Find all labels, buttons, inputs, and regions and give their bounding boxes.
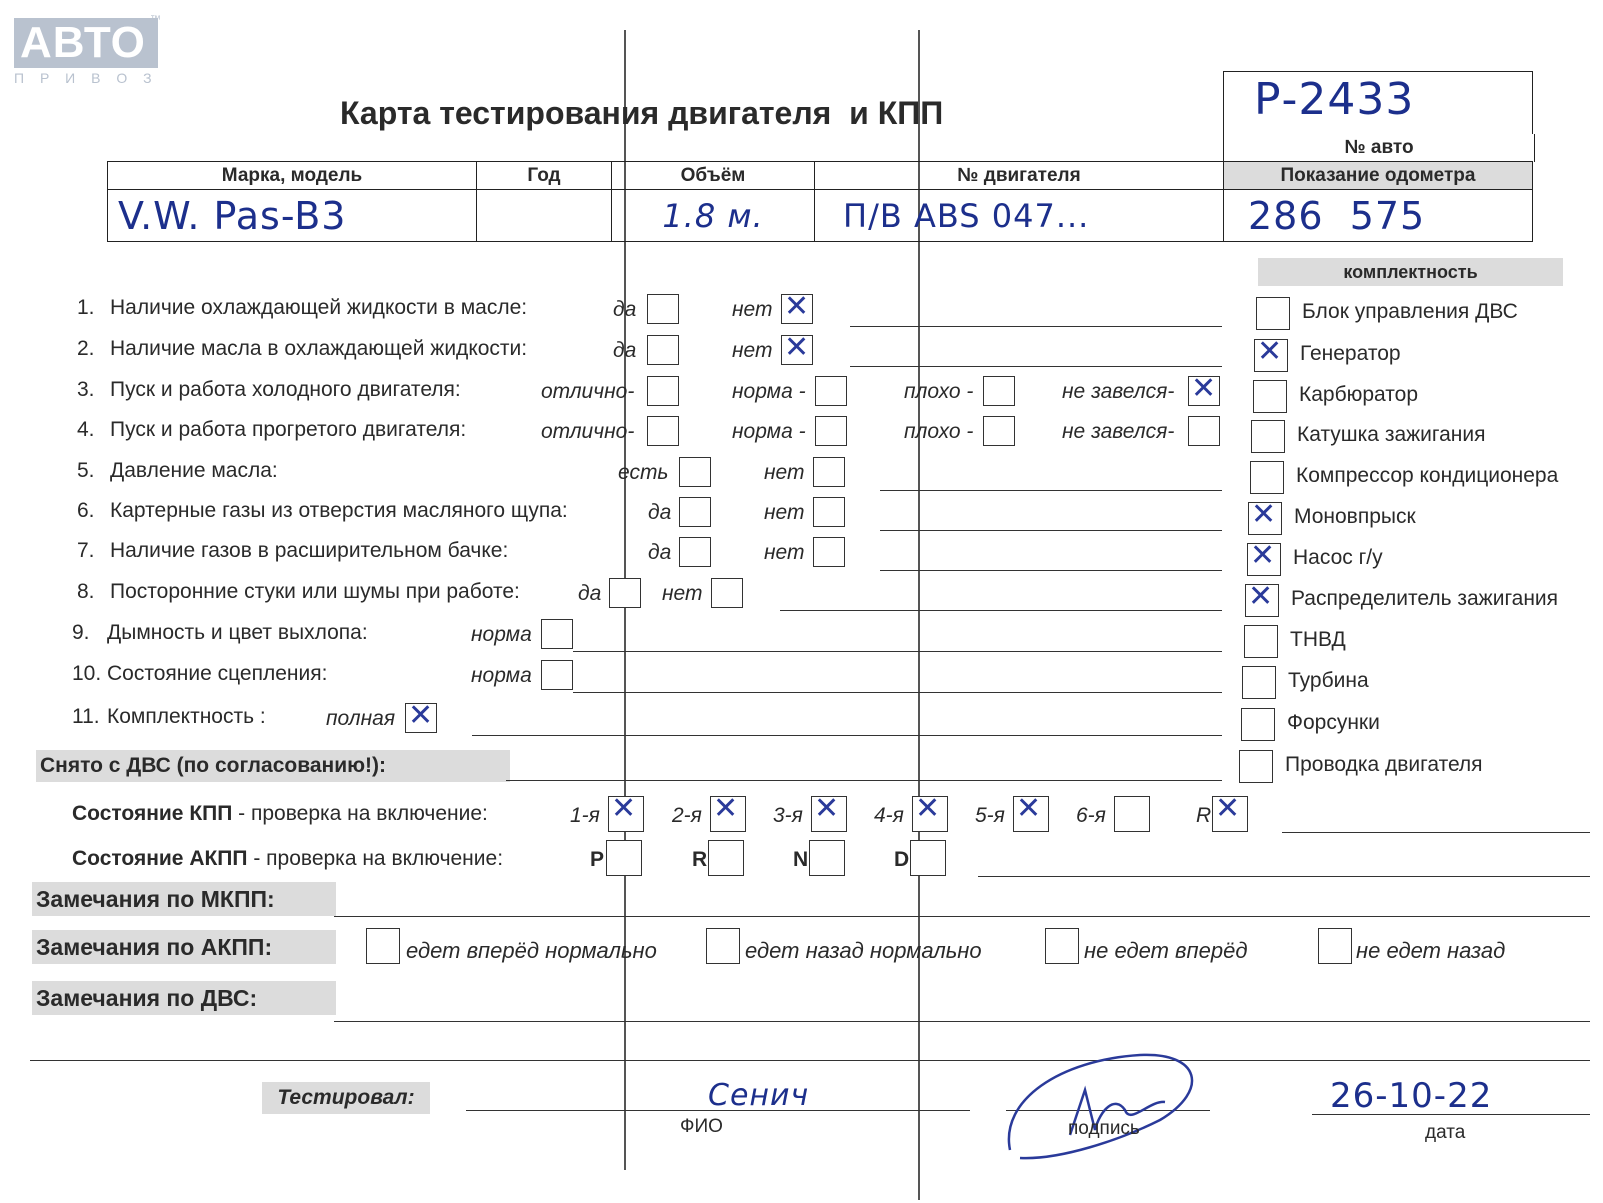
q4-normal-label: норма -	[732, 420, 806, 443]
q2-no-checkbox[interactable]	[781, 335, 813, 365]
q1-no-label: нет	[732, 298, 773, 321]
q4-text: Пуск и работа прогретого двигателя:	[110, 418, 467, 441]
q5-num: 5.	[77, 459, 95, 482]
akpp-no-back-label: не едет назад	[1356, 938, 1506, 963]
akpp-gear-checkbox[interactable]	[910, 840, 946, 876]
komplekt-item-label: Форсунки	[1287, 711, 1380, 734]
kpp-gear-label: 5-я	[975, 804, 1005, 827]
q4-bad-label: плохо -	[904, 420, 974, 443]
kpp-gear-checkbox[interactable]	[1212, 796, 1248, 832]
q3-nostart-label: не завелся-	[1062, 380, 1175, 403]
vehicle-header-table	[107, 161, 1533, 242]
akpp-label	[72, 847, 503, 871]
kpp-gear-label: 3-я	[773, 804, 803, 827]
q2-no-label: нет	[732, 339, 773, 362]
q9-line	[573, 651, 1222, 652]
q7-text: Наличие газов в расширительном бачке:	[110, 539, 509, 562]
q2-num: 2.	[77, 337, 95, 360]
q8-no-label: нет	[662, 582, 703, 605]
komplekt-checkbox[interactable]	[1241, 708, 1275, 741]
q1-line	[850, 326, 1222, 327]
logo-tm: ™	[150, 14, 161, 26]
signature	[1000, 1040, 1220, 1170]
komplekt-title: комплектность	[1258, 258, 1563, 286]
komplekt-item-label: Катушка зажигания	[1297, 423, 1486, 446]
tested-label: Тестировал:	[262, 1082, 430, 1114]
kpp-gear-label: 4-я	[874, 804, 904, 827]
kpp-gear-checkbox[interactable]	[1013, 796, 1049, 832]
q10-normal-checkbox[interactable]	[541, 660, 573, 690]
kpp-gear-label: R	[1196, 804, 1212, 827]
q3-num: 3.	[77, 378, 95, 401]
dvs-notes-line-1	[334, 1021, 1590, 1022]
q10-num: 10.	[72, 662, 102, 685]
kpp-label	[72, 802, 488, 826]
q8-no-checkbox[interactable]	[711, 578, 743, 608]
value-volume: 1.8 м.	[612, 190, 815, 242]
q7-no-label: нет	[764, 541, 805, 564]
komplekt-item-label: ТНВД	[1290, 628, 1346, 651]
kpp-gear-checkbox[interactable]	[608, 796, 644, 832]
akpp-gear-checkbox[interactable]	[809, 840, 845, 876]
q7-num: 7.	[77, 539, 95, 562]
akpp-label-bold: Состояние АКПП	[72, 847, 248, 870]
sign-caption: подпись	[1068, 1118, 1140, 1139]
q11-line	[472, 735, 1222, 736]
akpp-gear-label: P	[590, 848, 605, 871]
komplekt-checkbox[interactable]	[1247, 543, 1281, 576]
kpp-line	[1282, 832, 1590, 833]
col-odometer: Показание одометра	[1224, 162, 1533, 190]
komplekt-checkbox[interactable]	[1245, 584, 1279, 617]
value-engine-no: П/В ABS 047...	[815, 190, 1224, 242]
q8-text: Посторонние стуки или шумы при работе:	[110, 580, 520, 603]
q3-excellent-checkbox[interactable]	[647, 376, 679, 406]
q3-bad-label: плохо -	[904, 380, 974, 403]
akpp-no-forward-label: не едет вперёд	[1084, 938, 1248, 963]
akpp-gear-label: R	[692, 848, 708, 871]
komplekt-item-label: Компрессор кондиционера	[1296, 464, 1559, 487]
q2-line	[850, 366, 1222, 367]
akpp-label-rest: - проверка на включение:	[247, 847, 504, 870]
akpp-gear-label: D	[894, 848, 910, 871]
komplekt-item-label: Насос г/у	[1293, 546, 1383, 569]
q4-excellent-checkbox[interactable]	[647, 416, 679, 446]
akpp-back-ok-label: едет назад нормально	[745, 938, 982, 963]
akpp-gear-label: N	[793, 848, 809, 871]
q10-line	[573, 692, 1222, 693]
komplekt-checkbox[interactable]	[1251, 420, 1285, 453]
mkpp-notes-line	[334, 916, 1590, 917]
q6-line	[880, 530, 1222, 531]
q9-num: 9.	[72, 621, 90, 644]
auto-number-box	[1223, 71, 1533, 134]
q6-yes-label: да	[648, 501, 672, 524]
value-odometer: 286 575	[1224, 190, 1533, 242]
auto-number-value: Р-2433	[1254, 74, 1415, 125]
q7-yes-label: да	[648, 541, 672, 564]
komplekt-item-label: Карбюратор	[1299, 383, 1419, 406]
kpp-gear-label: 2-я	[672, 804, 702, 827]
q9-normal-checkbox[interactable]	[541, 619, 573, 649]
komplekt-item-label: Распределитель зажигания	[1291, 587, 1559, 610]
col-engine-no: № двигателя	[815, 162, 1224, 190]
kpp-gear-label: 1-я	[570, 804, 600, 827]
q6-text: Картерные газы из отверстия масляного щупа:	[110, 499, 568, 522]
q7-line	[880, 570, 1222, 571]
kpp-gear-checkbox[interactable]	[1114, 796, 1150, 832]
q3-normal-label: норма -	[732, 380, 806, 403]
auto-number-label: № авто	[1223, 134, 1535, 162]
q4-excellent-label: отлично-	[541, 420, 635, 443]
q7-yes-checkbox[interactable]	[679, 537, 711, 567]
q6-no-label: нет	[764, 501, 805, 524]
q5-yes-checkbox[interactable]	[679, 457, 711, 487]
akpp-gear-checkbox[interactable]	[606, 840, 642, 876]
kpp-label-rest: - проверка на включение:	[232, 802, 488, 825]
value-model: V.W. Pas-B3	[108, 190, 477, 242]
akpp-notes-label: Замечания по АКПП:	[32, 930, 336, 964]
komplekt-checkbox[interactable]	[1250, 461, 1284, 494]
dvs-notes-line-2	[30, 1060, 1590, 1061]
col-model: Марка, модель	[108, 162, 477, 190]
q5-yes-label: есть	[618, 461, 669, 484]
kpp-gear-label: 6-я	[1076, 804, 1106, 827]
date-caption: дата	[1425, 1122, 1466, 1143]
akpp-no-back-checkbox[interactable]	[1318, 928, 1352, 964]
q3-nostart-checkbox[interactable]	[1188, 376, 1220, 406]
komplekt-item-label: Блок управления ДВС	[1302, 300, 1518, 323]
q8-yes-label: да	[578, 582, 602, 605]
test-date: 26-10-22	[1330, 1076, 1493, 1116]
removed-from-dvs-label: Снято с ДВС (по согласованию!):	[36, 750, 510, 782]
q3-normal-checkbox[interactable]	[815, 376, 847, 406]
komplekt-item-label: Турбина	[1288, 669, 1369, 692]
akpp-line	[978, 876, 1590, 877]
q2-text: Наличие масла в охлаждающей жидкости:	[110, 337, 528, 360]
q11-text: Комплектность :	[107, 705, 266, 728]
kpp-gear-checkbox[interactable]	[811, 796, 847, 832]
q11-full-checkbox[interactable]	[405, 703, 437, 733]
q8-num: 8.	[77, 580, 95, 603]
q4-nostart-label: не завелся-	[1062, 420, 1175, 443]
q9-normal-label: норма	[471, 623, 532, 646]
q2-yes-checkbox[interactable]	[647, 335, 679, 365]
q4-num: 4.	[77, 418, 95, 441]
q2-yes-label: да	[613, 339, 637, 362]
komplekt-checkbox[interactable]	[1254, 339, 1288, 372]
komplekt-checkbox[interactable]	[1239, 750, 1273, 783]
q3-excellent-label: отлично-	[541, 380, 635, 403]
logo-text: АВТО	[14, 18, 158, 68]
komplekt-item-label: Моновпрыск	[1294, 505, 1416, 528]
komplekt-checkbox[interactable]	[1248, 502, 1282, 535]
q1-no-checkbox[interactable]	[781, 294, 813, 324]
q9-text: Дымность и цвет выхлопа:	[107, 621, 368, 644]
kpp-gear-checkbox[interactable]	[912, 796, 948, 832]
q4-normal-checkbox[interactable]	[815, 416, 847, 446]
logo	[14, 18, 158, 86]
q11-full-label: полная	[326, 707, 396, 730]
q7-no-checkbox[interactable]	[813, 537, 845, 567]
q10-text: Состояние сцепления:	[107, 662, 328, 685]
q8-yes-checkbox[interactable]	[609, 578, 641, 608]
q5-line	[880, 490, 1222, 491]
komplekt-item-label: Проводка двигателя	[1285, 753, 1483, 776]
q8-line	[780, 610, 1222, 611]
q5-text: Давление масла:	[110, 459, 278, 482]
q6-yes-checkbox[interactable]	[679, 497, 711, 527]
komplekt-checkbox[interactable]	[1256, 297, 1290, 330]
akpp-forward-ok-label: едет вперёд нормально	[406, 938, 657, 963]
value-year	[477, 190, 612, 242]
removed-line	[506, 780, 1222, 781]
q4-nostart-checkbox[interactable]	[1188, 416, 1220, 446]
akpp-back-ok-checkbox[interactable]	[706, 928, 740, 964]
q1-yes-label: да	[613, 298, 637, 321]
tester-name: Сенич	[708, 1078, 810, 1113]
q6-no-checkbox[interactable]	[813, 497, 845, 527]
q6-num: 6.	[77, 499, 95, 522]
q5-no-label: нет	[764, 461, 805, 484]
col-year: Год	[477, 162, 612, 190]
kpp-label-bold: Состояние КПП	[72, 802, 233, 825]
kpp-gear-checkbox[interactable]	[710, 796, 746, 832]
komplekt-item-label: Генератор	[1300, 342, 1401, 365]
komplekt-checkbox[interactable]	[1242, 666, 1276, 699]
q10-normal-label: норма	[471, 664, 532, 687]
akpp-gear-checkbox[interactable]	[708, 840, 744, 876]
mkpp-notes-label: Замечания по МКПП:	[32, 882, 336, 916]
q3-bad-checkbox[interactable]	[983, 376, 1015, 406]
q3-text: Пуск и работа холодного двигателя:	[110, 378, 461, 401]
q1-num: 1.	[77, 296, 95, 319]
komplekt-checkbox[interactable]	[1244, 625, 1278, 658]
akpp-forward-ok-checkbox[interactable]	[366, 928, 400, 964]
q1-text: Наличие охлаждающей жидкости в масле:	[110, 296, 528, 319]
page-title: Карта тестирования двигателя и КПП	[340, 95, 944, 131]
q5-no-checkbox[interactable]	[813, 457, 845, 487]
logo-sub: П Р И В О З	[14, 70, 158, 86]
q11-num: 11.	[72, 705, 100, 728]
komplekt-checkbox[interactable]	[1253, 380, 1287, 413]
q4-bad-checkbox[interactable]	[983, 416, 1015, 446]
dvs-notes-label: Замечания по ДВС:	[32, 981, 336, 1015]
q1-yes-checkbox[interactable]	[647, 294, 679, 324]
fio-caption: ФИО	[680, 1116, 723, 1137]
akpp-no-forward-checkbox[interactable]	[1045, 928, 1079, 964]
col-volume: Объём	[612, 162, 815, 190]
